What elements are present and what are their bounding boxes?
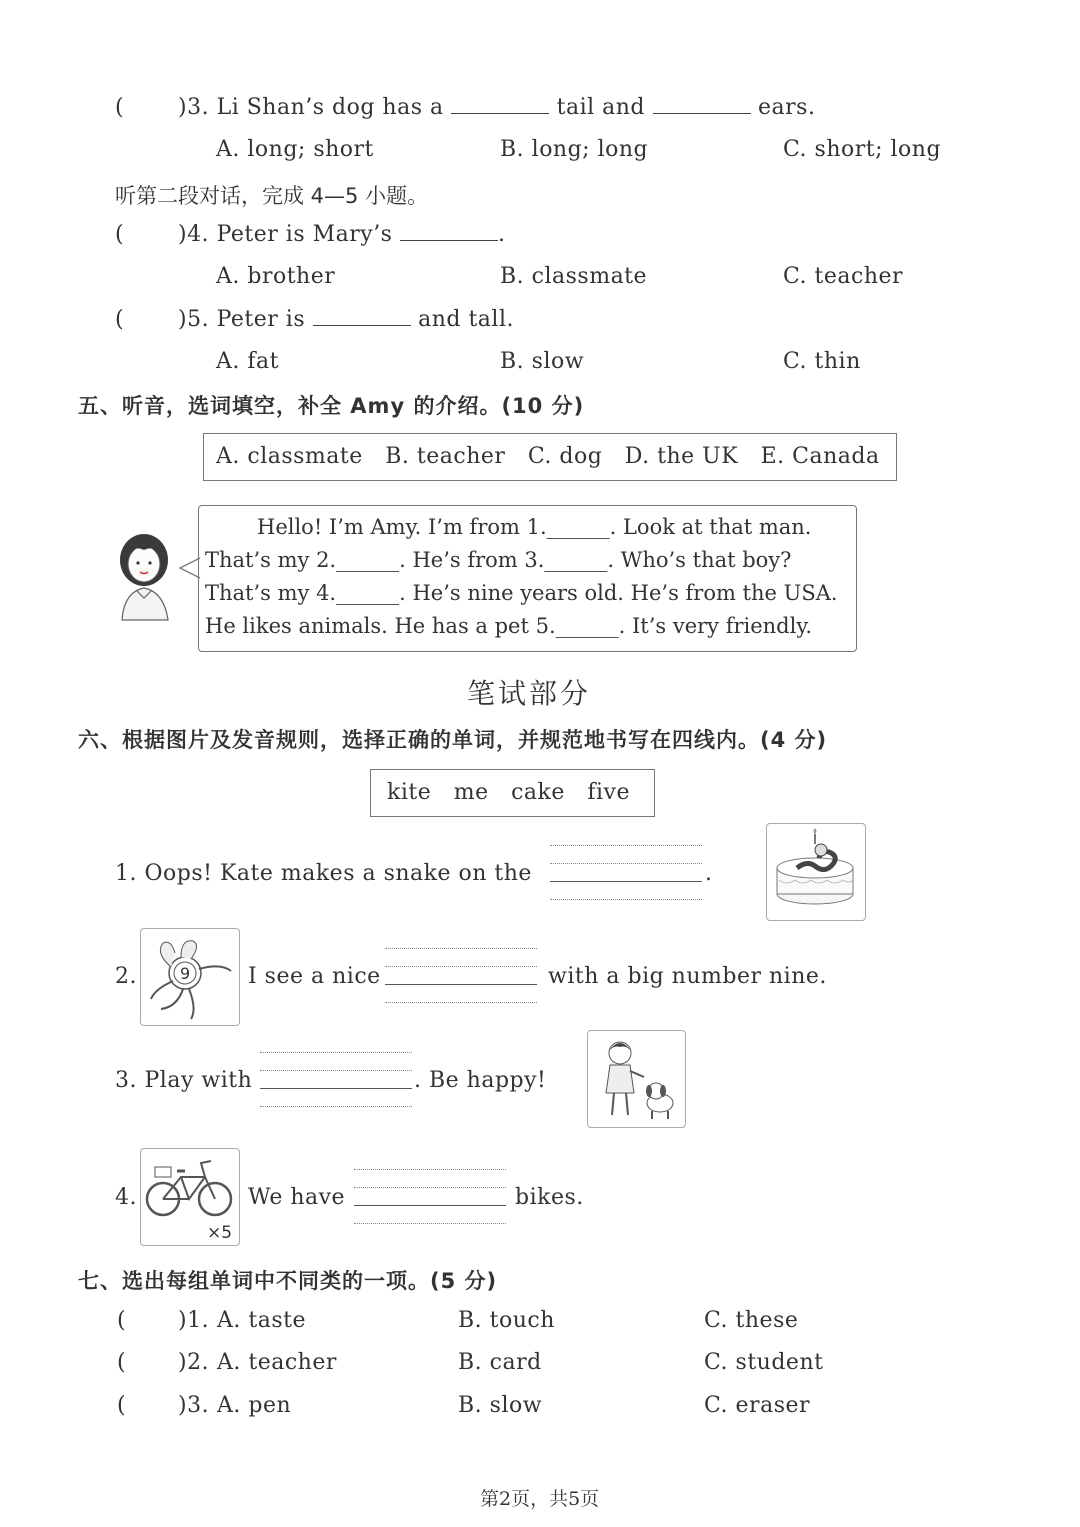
- question-number: )3.: [178, 95, 210, 120]
- question-5: [178, 307, 514, 332]
- write-q1-text: 1. Oops! Kate makes a snake on the: [115, 861, 532, 886]
- option-b: B. slow: [500, 349, 585, 374]
- paren-s7-q1[interactable]: (: [117, 1308, 127, 1333]
- amy-intro-box: [198, 505, 857, 652]
- dialog-intro: 听第二段对话，完成 4—5 小题。: [115, 184, 429, 208]
- paren-s7-q3[interactable]: (: [117, 1393, 127, 1418]
- write-q2-text: I see a nice: [248, 964, 381, 989]
- option-b: B. long; long: [500, 137, 649, 162]
- word-bank: kite me cake five: [387, 780, 630, 805]
- girl-dog-picture: [587, 1030, 686, 1128]
- s7-q2-number: )2.: [178, 1350, 210, 1375]
- option-a: A. long; short: [216, 137, 374, 162]
- s7-q1-number: )1.: [178, 1308, 210, 1333]
- option-c: C. teacher: [783, 264, 904, 289]
- s7-q2-option-a: A. teacher: [217, 1350, 337, 1375]
- s7-q3-option-c: C. eraser: [704, 1393, 811, 1418]
- question-text: Peter is: [216, 307, 306, 332]
- cake-picture: [766, 823, 866, 921]
- question-text: Peter is Mary’s: [216, 222, 393, 247]
- question-number: )5.: [178, 307, 210, 332]
- s7-q3-option-a: A. pen: [217, 1393, 292, 1418]
- written-part-title: 笔试部分: [467, 677, 592, 710]
- write-q2-end: with a big number nine.: [548, 964, 827, 989]
- question-4: [178, 222, 505, 247]
- option-a: A. brother: [216, 264, 336, 289]
- s7-q2-option-c: C. student: [704, 1350, 824, 1375]
- write-q4-text: We have: [248, 1185, 346, 1210]
- write-q1-end: .: [705, 861, 713, 886]
- answer-blank[interactable]: [313, 325, 411, 326]
- paren-s7-q2[interactable]: (: [117, 1350, 127, 1375]
- kite-picture: [140, 928, 240, 1026]
- write-q4-end: bikes.: [515, 1185, 584, 1210]
- intro-line-1: Hello! I’m Amy. I’m from 1.______. Look at that man.: [257, 515, 812, 539]
- s7-q1-option-c: C. these: [704, 1308, 799, 1333]
- word-options-box: [203, 433, 897, 481]
- quantity-label: ×5: [207, 1223, 233, 1243]
- question-text: and tall.: [418, 307, 514, 332]
- answer-blank[interactable]: [451, 113, 549, 114]
- question-3: [178, 95, 815, 120]
- section-6-title: 六、根据图片及发音规则，选择正确的单词，并规范地书写在四线内。(4 分): [78, 728, 828, 752]
- bike-picture: [140, 1148, 240, 1246]
- answer-blank[interactable]: [653, 113, 751, 114]
- page-footer: 第2页，共5页: [480, 1488, 600, 1510]
- section-5-title: 五、听音，选词填空，补全 Amy 的介绍。(10 分): [78, 394, 585, 418]
- write-q4-number: 4.: [115, 1185, 137, 1210]
- question-text: .: [497, 222, 506, 247]
- paren-q5[interactable]: (: [115, 307, 125, 332]
- option-b: B. classmate: [500, 264, 648, 289]
- question-text: Li Shan’s dog has a: [216, 95, 444, 120]
- intro-line-3: That’s my 4.______. He’s nine years old. He’s from the USA.: [205, 581, 838, 605]
- section-7-title: 七、选出每组单词中不同类的一项。(5 分): [78, 1269, 498, 1293]
- cake-snake-icon: [767, 824, 863, 918]
- four-line-answer[interactable]: [260, 1052, 412, 1106]
- s7-q3-number: )3.: [178, 1393, 210, 1418]
- option-a: A. fat: [216, 349, 279, 374]
- octopus-kite-icon: [141, 929, 237, 1023]
- four-line-answer[interactable]: [550, 845, 702, 899]
- answer-blank[interactable]: [400, 240, 498, 241]
- girl-with-dog-icon: [588, 1031, 683, 1125]
- four-line-answer[interactable]: [385, 948, 537, 1002]
- intro-line-4: He likes animals. He has a pet 5.______. It’s very friendly.: [205, 614, 813, 638]
- write-q2-number: 2.: [115, 964, 137, 989]
- s7-q2-option-b: B. card: [458, 1350, 542, 1375]
- four-line-answer[interactable]: [354, 1169, 506, 1223]
- intro-line-2: That’s my 2.______. He’s from 3.______. Who’s that boy?: [205, 548, 792, 572]
- question-text: tail and: [556, 95, 645, 120]
- s7-q1-option-b: B. touch: [458, 1308, 555, 1333]
- kite-number: 9: [180, 964, 191, 983]
- word-bank-box: [370, 769, 655, 817]
- option-c: C. thin: [783, 349, 861, 374]
- s7-q1-option-a: A. taste: [217, 1308, 306, 1333]
- paren-q4[interactable]: (: [115, 222, 125, 247]
- option-c: C. short; long: [783, 137, 942, 162]
- s7-q3-option-b: B. slow: [458, 1393, 543, 1418]
- word-options: A. classmate B. teacher C. dog D. the UK E. Canada: [216, 444, 880, 469]
- write-q3-end: . Be happy!: [414, 1068, 547, 1093]
- paren-q3[interactable]: (: [115, 95, 125, 120]
- question-number: )4.: [178, 222, 210, 247]
- write-q3-text: 3. Play with: [115, 1068, 253, 1093]
- question-text: ears.: [758, 95, 816, 120]
